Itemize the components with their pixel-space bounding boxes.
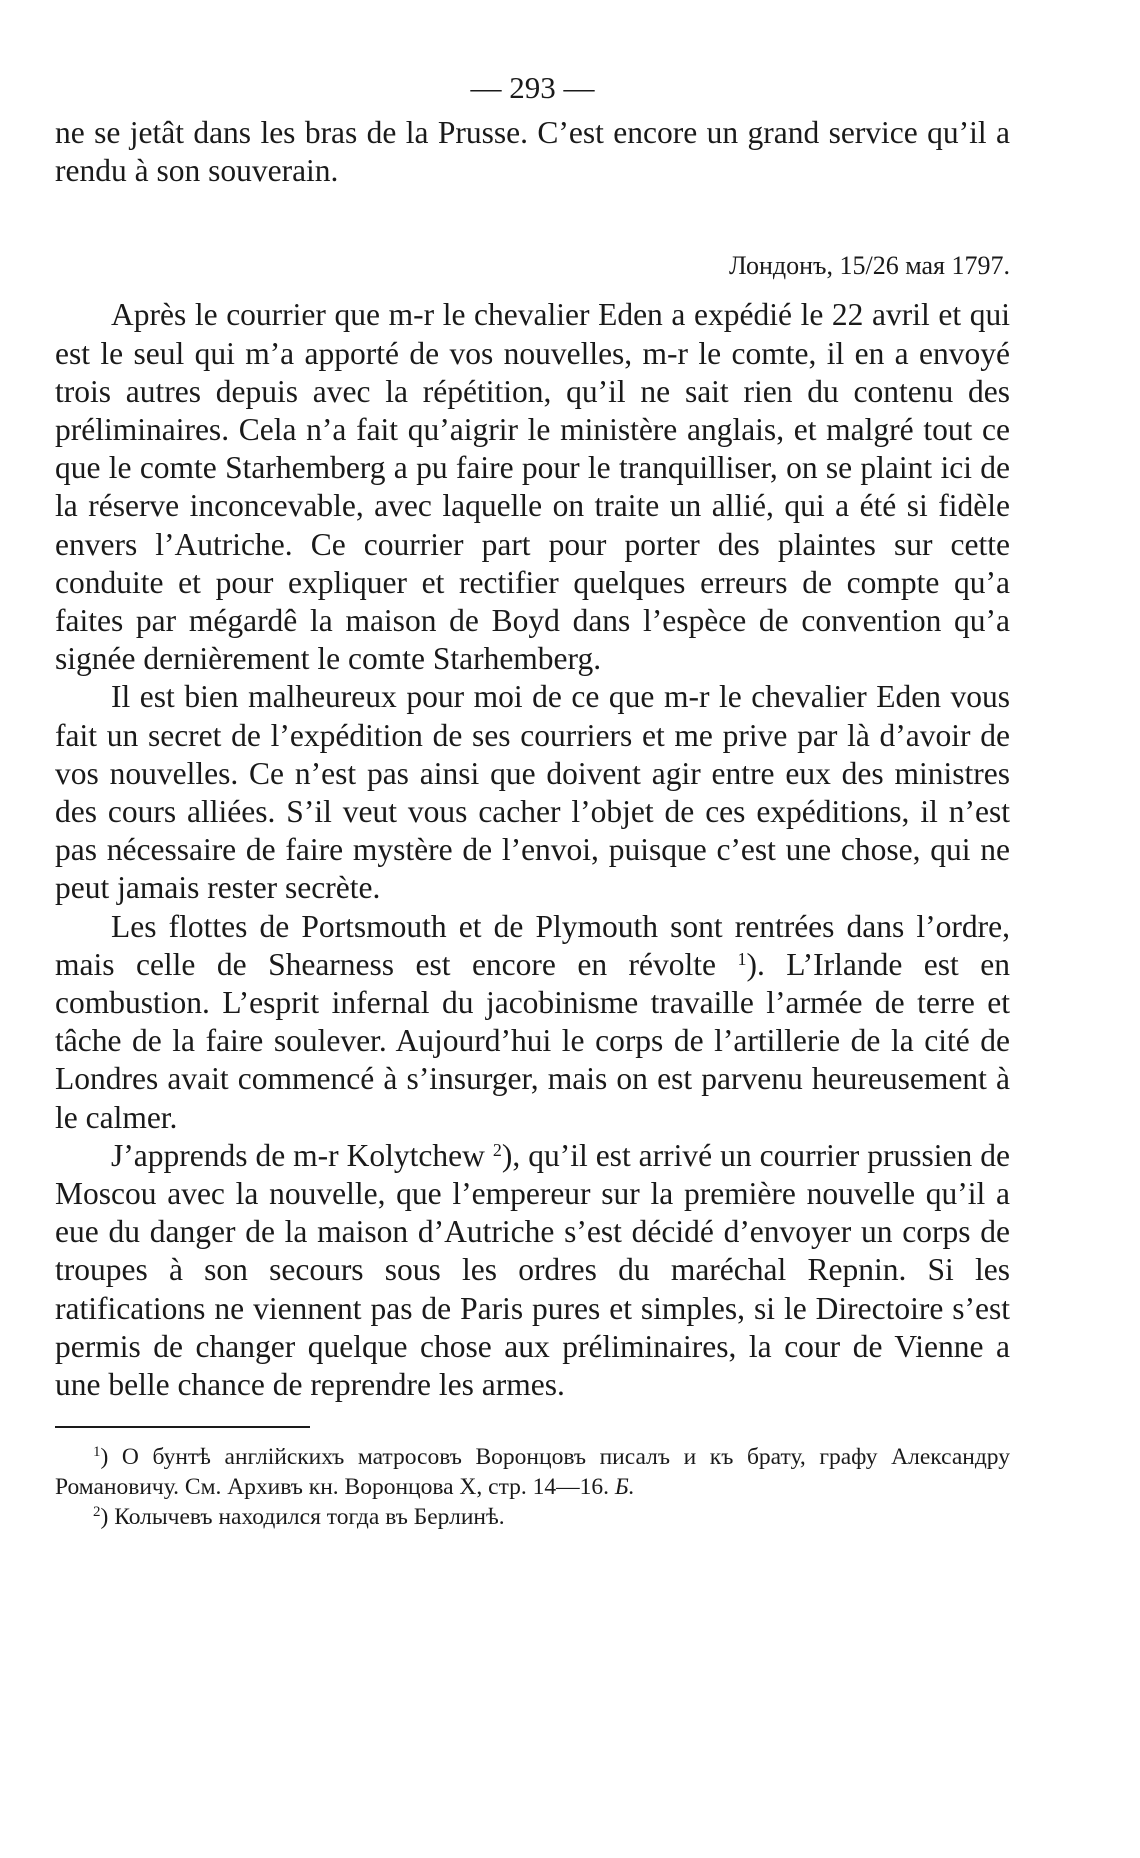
paragraph-3-text-b: ). L’Irlande est en combustion. L’esprit infernal du jacobinisme travaille l’armée de terre et tâche de la faire soulever. Aujourd’hui le corps de l’artillerie de la cité de Londres avait commencé à s’insurger, mais on est parvenu heureusement à le calmer. xyxy=(55,946,1010,1135)
paragraph-4-text-a: J’apprends de m-r Kolytchew xyxy=(111,1137,493,1173)
letter-dateline: Лондонъ, 15/26 мая 1797. xyxy=(729,251,1010,281)
paragraph-1: Après le courrier que m-r le chevalier Eden a expédié le 22 avril et qui est le seul qui m’a apporté de vos nouvelles, m-r le comte, il en a envoyé trois autres depuis avec la répétition, qu’il ne sait rien du contenu des préliminaires. Cela n’a fait qu’aigrir le ministère anglais, et malgré tout ce que le comte Starhemberg a pu faire pour le tranquilliser, on se plaint ici de la réserve inconcevable, avec laquelle on traite un allié, qui a été si fidèle envers l’Autriche. Ce courrier part pour porter des plaintes sur cette conduite et pour expliquer et rectifier quelques erreurs de compte qu’a faites par mégardê la maison de Boyd dans l’espèce de convention qu’a signée dernièrement le comte Starhemberg. xyxy=(55,297,1010,677)
footnote-2-text: ) Колычевъ находился тогда въ Берлинѣ. xyxy=(100,1504,505,1531)
page-number: — 293 — xyxy=(470,70,595,105)
footnote-ref-2: 2 xyxy=(492,1139,502,1160)
paragraph-3 xyxy=(55,908,1010,1137)
document-page xyxy=(55,70,1010,1532)
paragraph-4 xyxy=(55,1137,1010,1404)
footnote-2 xyxy=(55,1502,1010,1532)
paragraph-3-text-a: Les flottes de Portsmouth et de Plymouth sont rentrées dans l’ordre, mais celle de Shearness est encore en révolte xyxy=(55,908,1010,982)
footnote-1-signature: Б. xyxy=(614,1474,635,1501)
footnote-2-mark: 2 xyxy=(93,1504,101,1521)
opening-paragraph: ne se jetât dans les bras de la Prusse. C’est encore un grand service qu’il a rendu à son souverain. xyxy=(55,115,1010,189)
footnote-1-text: ) О бунтѣ англійскихъ матросовъ Воронцовъ писалъ и къ брату, графу Александру Романовичу. См. Архивъ кн. Воронцова X, стр. 14—16. xyxy=(55,1444,1010,1501)
footnote-ref-1: 1 xyxy=(737,948,747,969)
footnote-1 xyxy=(55,1442,1010,1502)
paragraph-4-text-b: ), qu’il est arrivé un courrier prussien de Moscou avec la nouvelle, que l’empereur sur la première nouvelle qu’il a eue du danger de la maison d’Autriche s’est décidé d’envoyer un corps de troupes à son secours sous les ordres du maréchal Repnin. Si les ratifications ne viennent pas de Paris pures et simples, si le Directoire s’est permis de changer quelque chose aux préliminaires, la cour de Vienne a une belle chance de reprendre les armes. xyxy=(55,1137,1010,1403)
paragraph-2: Il est bien malheureux pour moi de ce que m-r le chevalier Eden vous fait un secret de l’expédition de ses courriers et me prive par là d’avoir de vos nouvelles. Ce n’est pas ainsi que doivent agir entre eux des ministres des cours alliées. S’il veut vous cacher l’objet de ces expéditions, il n’est pas nécessaire de faire mystère de l’envoi, puisque c’est une chose, qui ne peut jamais rester secrète. xyxy=(55,679,1010,906)
footnote-1-mark: 1 xyxy=(93,1444,101,1461)
footnote-divider xyxy=(55,1426,310,1428)
